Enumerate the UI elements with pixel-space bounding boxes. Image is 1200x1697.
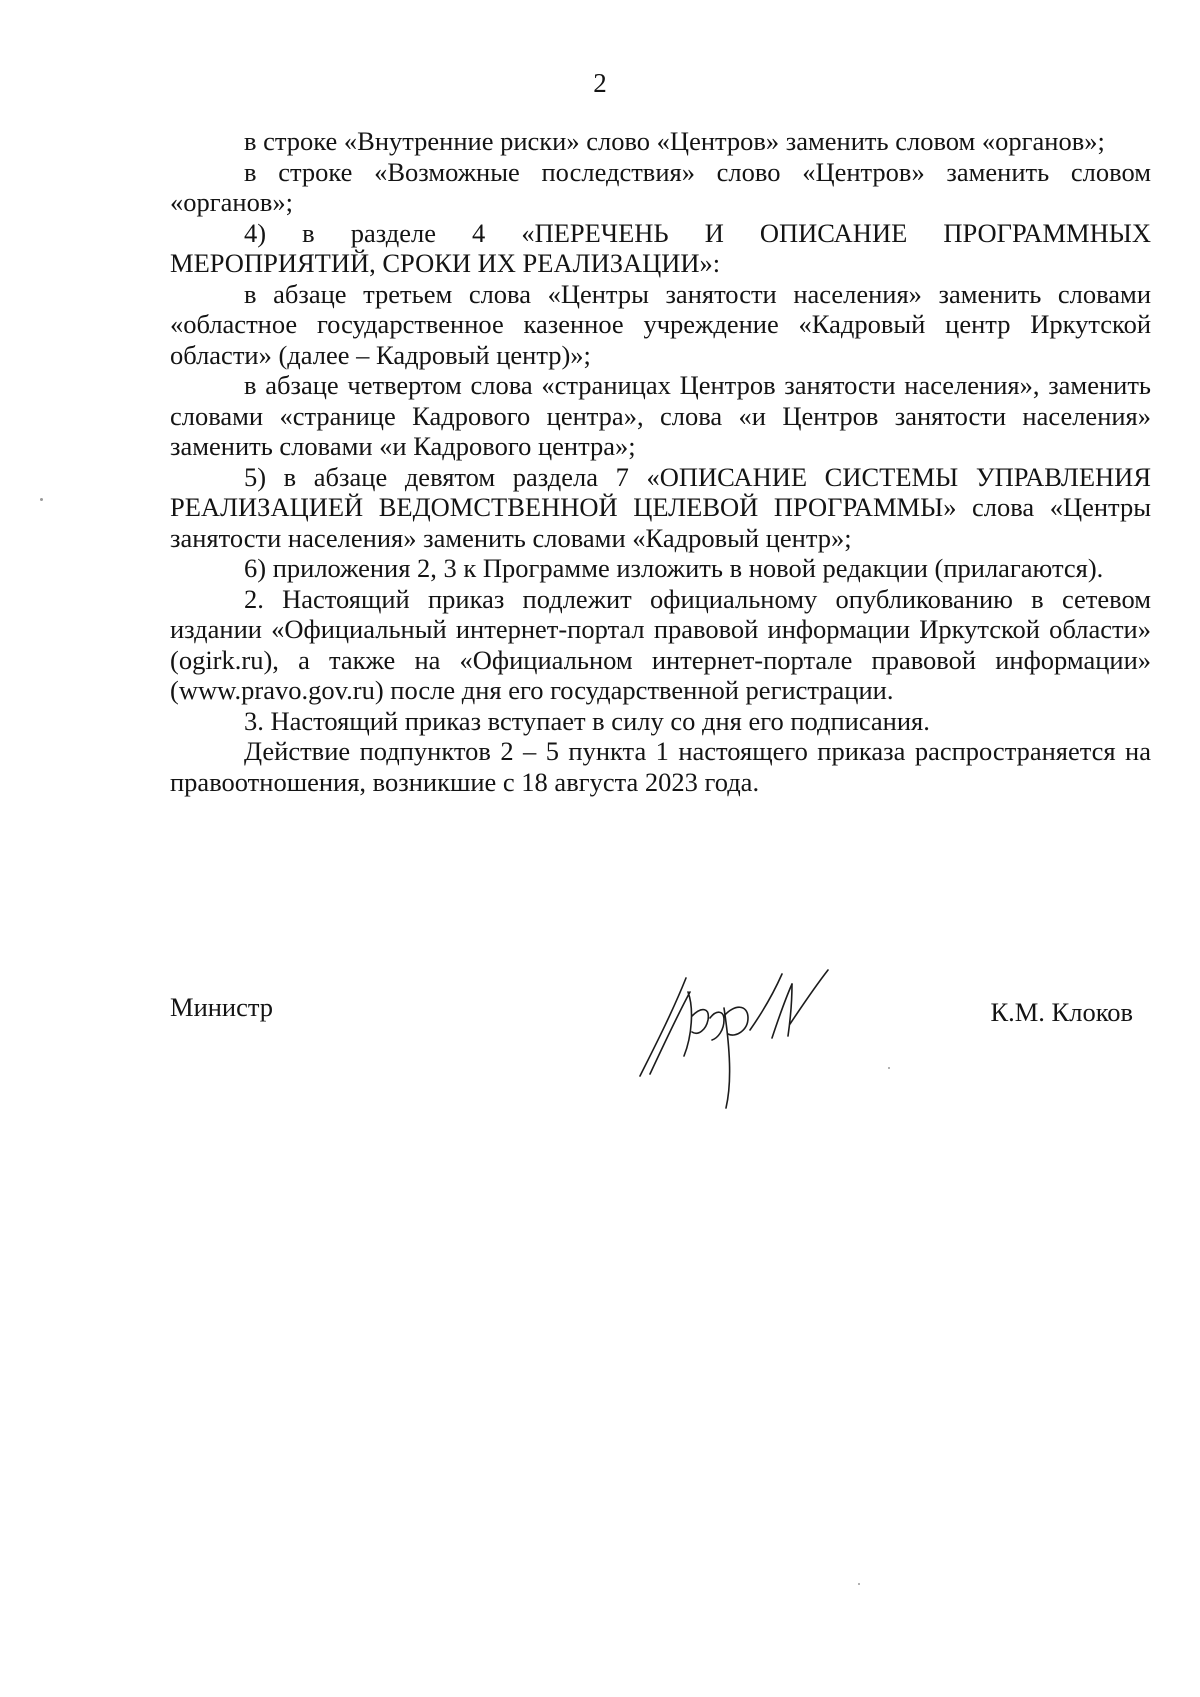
- paragraph: 6) приложения 2, 3 к Программе изложить в новой редакции (прилагаются).: [244, 553, 1104, 583]
- document-body: [170, 126, 1151, 797]
- paragraph: 2. Настоящий приказ подлежит официальному опубликованию в сетевом издании «Официальный интернет-портал правовой информации Иркутской области» (ogirk.ru), а также на «Официальном интернет-портале правовой информации» (www.pravo.gov.ru) после дня его государственной регистрации.: [170, 583, 1151, 705]
- page-number: 2: [593, 68, 607, 98]
- paragraph: в абзаце третьем слова «Центры занятости населения» заменить словами «областное государственное казенное учреждение «Кадровый центр Иркутской области» (далее – Кадровый центр)»;: [170, 278, 1151, 370]
- paragraph: 5) в абзаце девятом раздела 7 «ОПИСАНИЕ СИСТЕМЫ УПРАВЛЕНИЯ РЕАЛИЗАЦИЕЙ ВЕДОМСТВЕННОЙ ЦЕЛЕВОЙ ПРОГРАММЫ» слова «Центры занятости населения» заменить словами «Кадровый центр»;: [170, 461, 1151, 553]
- signer-name: К.М. Клоков: [990, 997, 1133, 1027]
- scan-speck: [40, 498, 43, 501]
- paragraph: в абзаце четвертом слова «страницах Центров занятости населения», заменить словами «странице Кадрового центра», слова «и Центров занятости населения» заменить словами «и Кадрового центра»;: [170, 370, 1151, 461]
- paragraph: 4) в разделе 4 «ПЕРЕЧЕНЬ И ОПИСАНИЕ ПРОГРАММНЫХ МЕРОПРИЯТИЙ, СРОКИ ИХ РЕАЛИЗАЦИИ»:: [170, 217, 1151, 278]
- scan-speck: [858, 1583, 860, 1585]
- signer-title: Министр: [170, 992, 274, 1022]
- scan-speck: [888, 1067, 890, 1069]
- paragraph: Действие подпунктов 2 – 5 пункта 1 настоящего приказа распространяется на правоотношения, возникшие с 18 августа 2023 года.: [170, 736, 1151, 797]
- paragraph: 3. Настоящий приказ вступает в силу со дня его подписания.: [244, 705, 930, 736]
- paragraph: в строке «Возможные последствия» слово «Центров» заменить словом «органов»;: [170, 156, 1151, 217]
- paragraph: в строке «Внутренние риски» слово «Центров» заменить словом «органов»;: [244, 126, 1105, 156]
- handwritten-signature: [632, 958, 882, 1118]
